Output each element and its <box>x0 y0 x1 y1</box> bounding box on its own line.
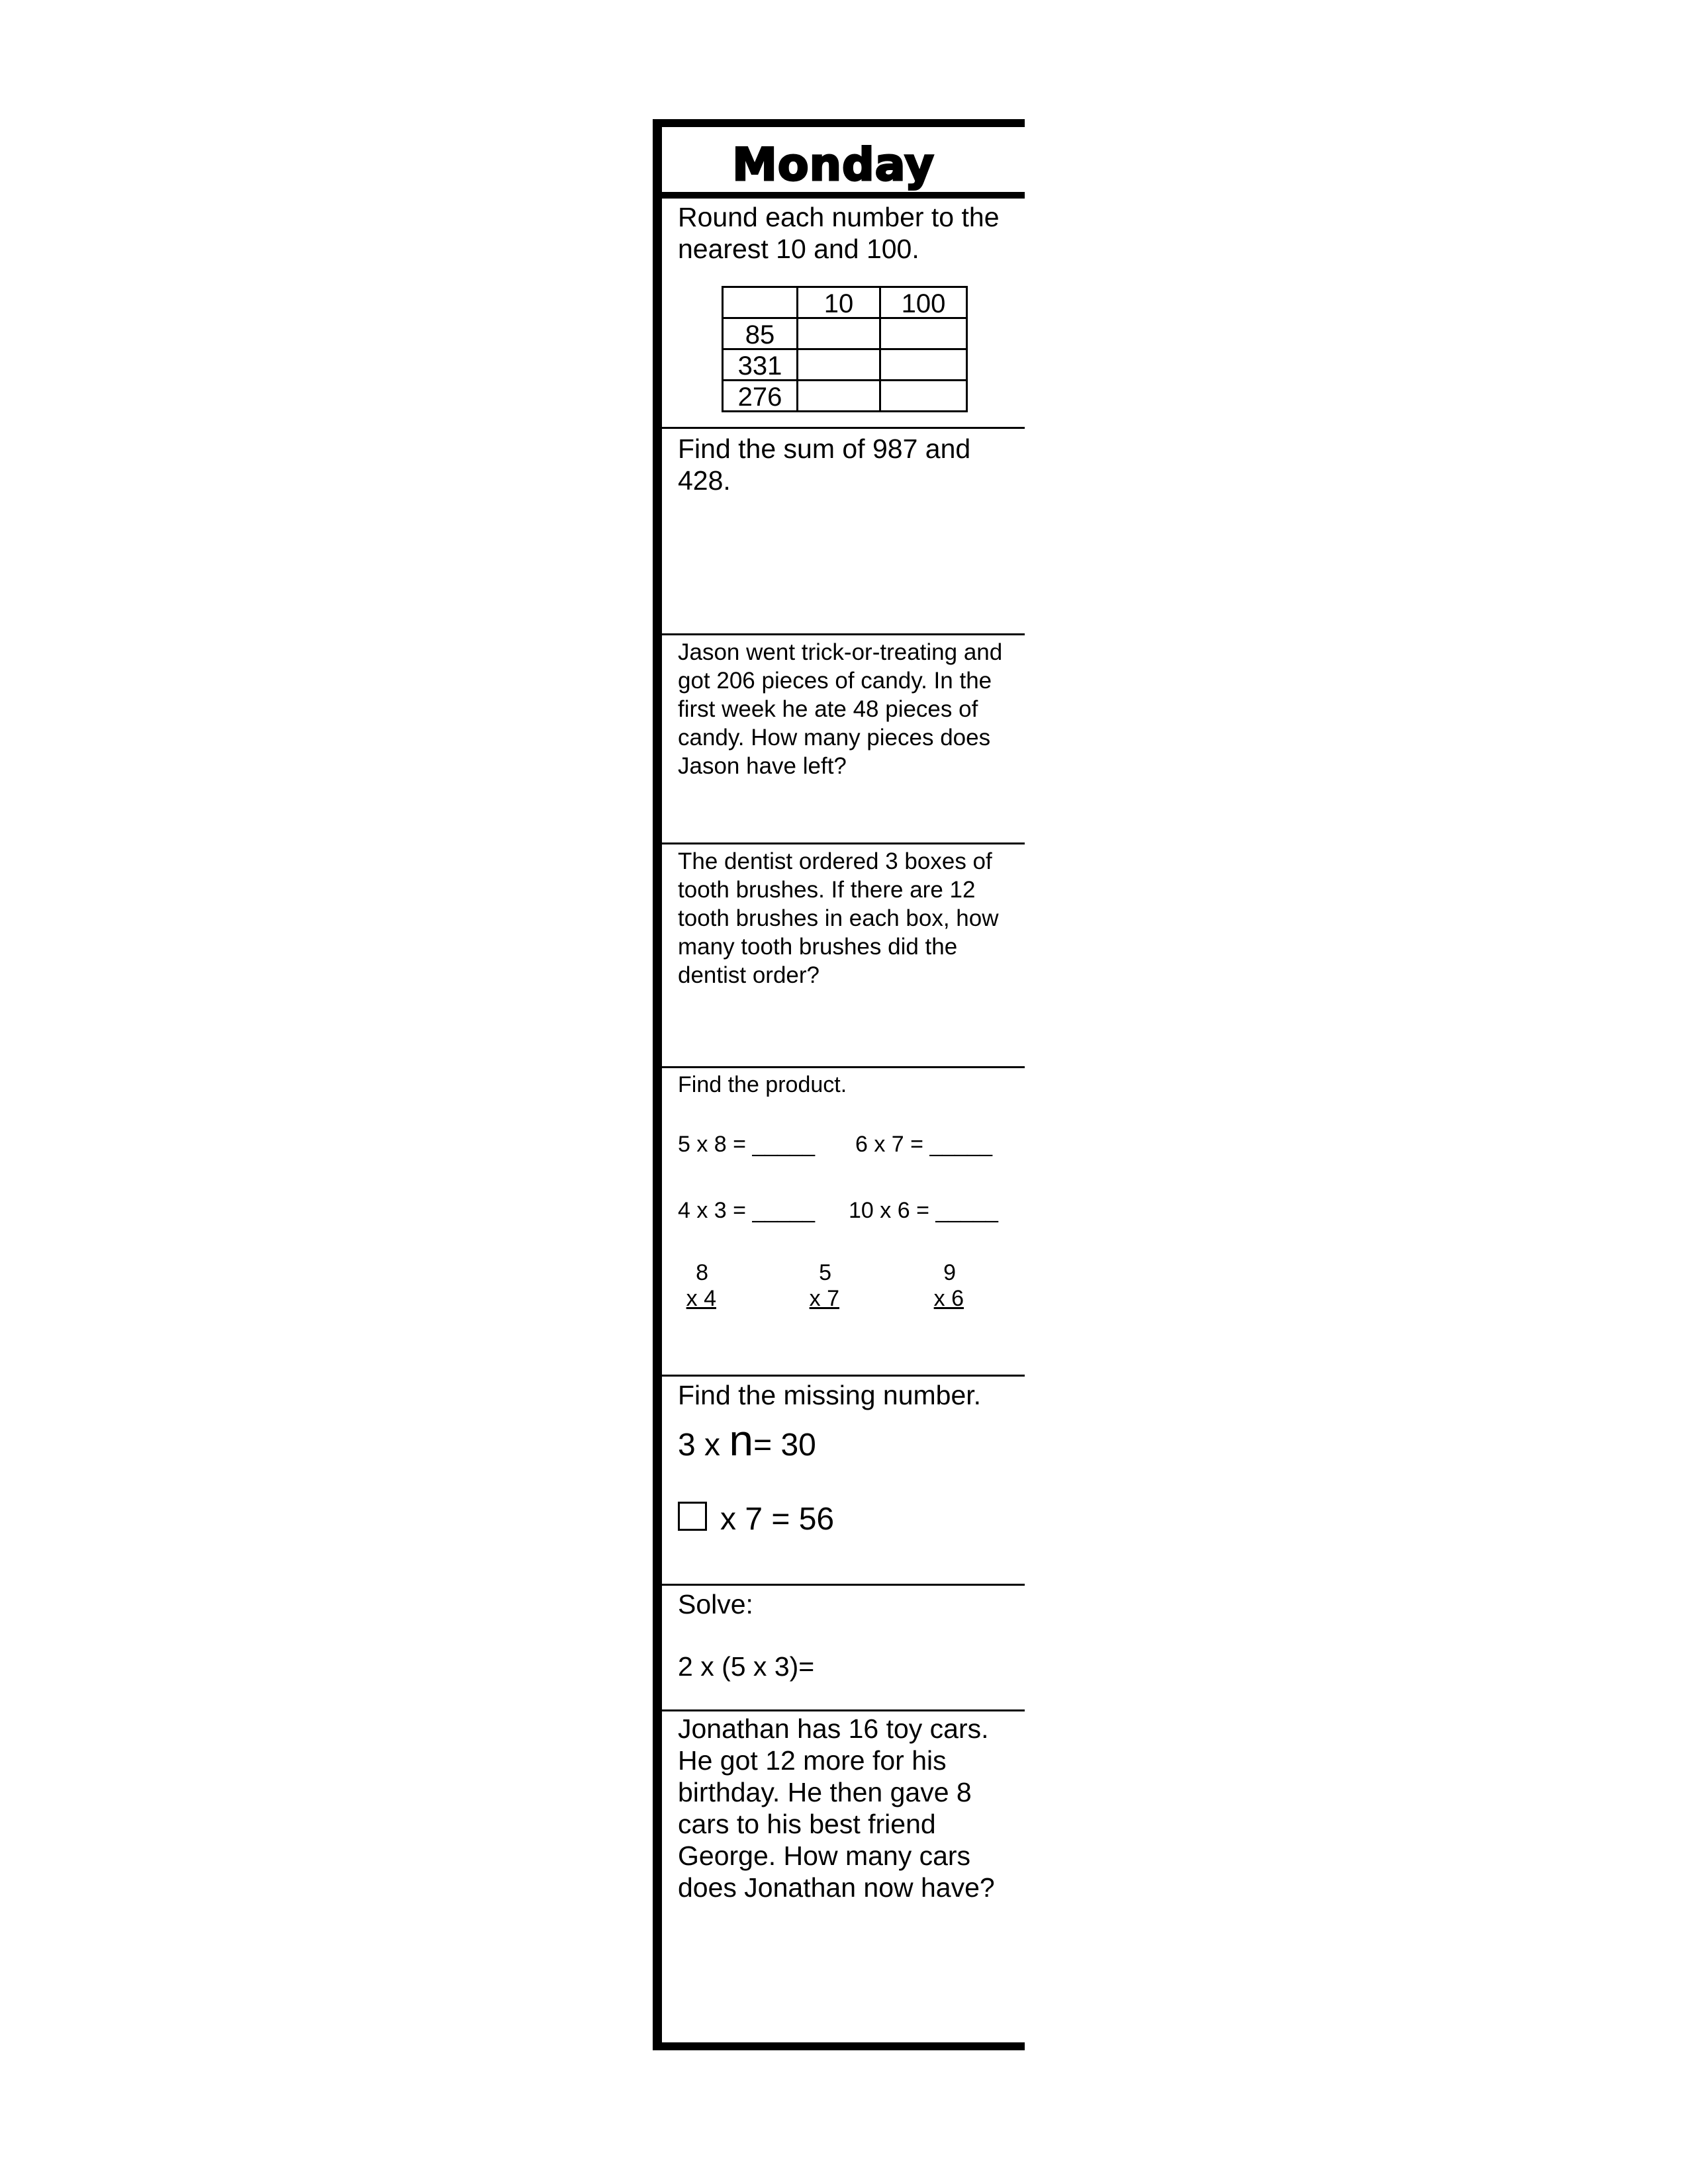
answer-cell[interactable] <box>798 381 880 412</box>
question-prompt: Round each number to the nearest 10 and 100. <box>678 202 1000 264</box>
equation: 10 x 6 = _____ <box>849 1198 998 1223</box>
table-row <box>723 318 967 349</box>
equation: 5 x 8 = _____ <box>678 1132 816 1157</box>
vertical-bottom: x 7 <box>809 1286 839 1311</box>
equation: 4 x 3 = _____ <box>678 1198 816 1223</box>
monday-column <box>653 119 1025 2050</box>
answer-cell[interactable] <box>798 349 880 381</box>
empty-box-icon[interactable] <box>678 1502 707 1531</box>
question-sum <box>662 429 1025 635</box>
question-toy-cars <box>662 1711 1025 2042</box>
question-toothbrushes <box>662 844 1025 1068</box>
equation: 6 x 7 = _____ <box>855 1132 993 1157</box>
vertical-bottom: x 6 <box>933 1286 964 1311</box>
equation-text: x 7 = 56 <box>720 1502 835 1537</box>
vertical-top: 8 <box>696 1260 708 1285</box>
answer-cell[interactable] <box>880 349 967 381</box>
table-header-row <box>723 287 967 318</box>
rounding-table <box>722 286 968 412</box>
question-solve <box>662 1586 1025 1711</box>
table-cell-number: 85 <box>723 318 798 349</box>
equation-left: 3 x <box>678 1428 729 1463</box>
answer-cell[interactable] <box>880 381 967 412</box>
table-row <box>723 381 967 412</box>
equation-right: = 30 <box>753 1428 816 1463</box>
day-header <box>662 127 1025 199</box>
question-prompt: Find the product. <box>678 1072 847 1097</box>
question-prompt: Find the missing number. <box>678 1380 982 1410</box>
vertical-problem <box>917 1260 964 1312</box>
table-row <box>723 349 967 381</box>
vertical-problem <box>793 1260 839 1312</box>
question-product <box>662 1068 1025 1377</box>
variable-n: n <box>729 1416 754 1465</box>
question-rounding <box>662 199 1025 429</box>
question-missing-number <box>662 1377 1025 1586</box>
solve-label: Solve: <box>678 1589 753 1619</box>
answer-cell[interactable] <box>880 318 967 349</box>
question-prompt: Find the sum of 987 and 428. <box>678 433 971 496</box>
solve-expression: 2 x (5 x 3)= <box>678 1651 815 1682</box>
question-prompt: Jonathan has 16 toy cars. He got 12 more for his birthday. He then gave 8 cars to his best friend George. How many cars does Jonathan now have? <box>678 1713 995 1903</box>
equation-variable <box>678 1415 816 1465</box>
answer-cell[interactable] <box>798 318 880 349</box>
question-prompt: The dentist ordered 3 boxes of tooth brushes. If there are 12 tooth brushes in each box, how many tooth brushes did the dentist order? <box>678 848 999 988</box>
question-prompt: Jason went trick-or-treating and got 206 pieces of candy. In the first week he ate 48 pieces of candy. How many pieces does Jason have left? <box>678 639 1003 779</box>
day-title: Monday <box>732 139 935 191</box>
question-candy <box>662 635 1025 844</box>
table-cell-number: 276 <box>723 381 798 412</box>
equation-box <box>678 1501 834 1537</box>
table-header-cell: 100 <box>880 287 967 318</box>
vertical-top: 5 <box>819 1260 831 1285</box>
vertical-problem <box>670 1260 716 1312</box>
table-header-cell <box>723 287 798 318</box>
vertical-bottom: x 4 <box>686 1286 716 1311</box>
table-cell-number: 331 <box>723 349 798 381</box>
vertical-top: 9 <box>943 1260 956 1285</box>
table-header-cell: 10 <box>798 287 880 318</box>
